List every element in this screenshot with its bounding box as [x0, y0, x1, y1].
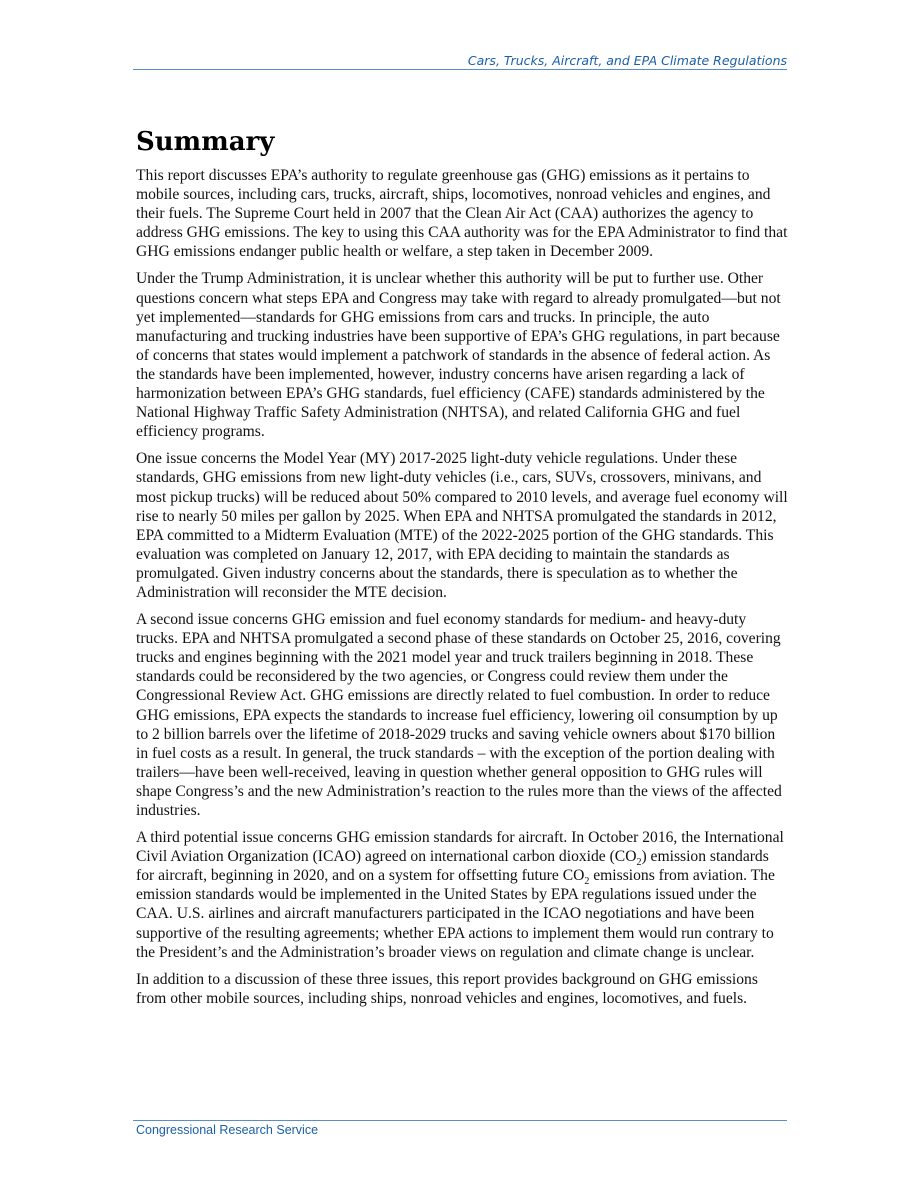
footer-rule: [133, 1120, 787, 1121]
main-content: [136, 124, 788, 1016]
paragraph-other-mobile-sources: In addition to a discussion of these three issues, this report provides background on GHG emissions from other mobile sources, including ships, nonroad vehicles and engines, locomotives, and fuels.: [136, 970, 758, 1007]
paragraph-heavy-duty-trucks: A second issue concerns GHG emission and fuel economy standards for medium- and heavy-duty trucks. EPA and NHTSA promulgated a second phase of these standards on October 25, 2016, covering trucks and engines beginning with the 2021 model year and truck trailers beginning in 2018. These standards could be reconsidered by the two agencies, or Congress could review them under the Congressional Review Act. GHG emissions are directly related to fuel combustion. In order to reduce GHG emissions, EPA expects the standards to increase fuel efficiency, lowering oil consumption by up to 2 billion barrels over the lifetime of 2018-2029 trucks and saving vehicle owners about $170 billion in fuel costs as a result. In general, the truck standards – with the exception of the portion dealing with trailers—have been well-received, leaving in question whether general opposition to GHG rules will shape Congress’s and the new Administration’s reaction to the rules more than the views of the affected industries.: [136, 611, 782, 819]
header-rule: [133, 69, 787, 70]
page-title: Summary: [136, 127, 275, 157]
running-header-title: Cars, Trucks, Aircraft, and EPA Climate Regulations: [467, 53, 787, 68]
paragraph-epa-authority: This report discusses EPA’s authority to regulate greenhouse gas (GHG) emissions as it pertains to mobile sources, including cars, trucks, aircraft, ships, locomotives, nonroad vehicles and engines, and their fuels. The Supreme Court held in 2007 that the Clean Air Act (CAA) authorizes the agency to address GHG emissions. The key to using this CAA authority was for the EPA Administrator to find that GHG emissions endanger public health or welfare, a step taken in December 2009.: [136, 167, 788, 261]
paragraph-trump-administration: Under the Trump Administration, it is unclear whether this authority will be put to further use. Other questions concern what steps EPA and Congress may take with regard to already promulgated—but not yet implemented—standards for GHG emissions from cars and trucks. In principle, the auto manufacturing and trucking industries have been supportive of EPA’s GHG regulations, in part because of concerns that states would implement a patchwork of standards in the absence of federal action. As the standards have been implemented, however, industry concerns have arisen regarding a lack of harmonization between EPA’s GHG standards, fuel efficiency (CAFE) standards administered by the National Highway Traffic Safety Administration (NHTSA), and related California GHG and fuel efficiency programs.: [136, 270, 781, 441]
paragraph-aircraft-standards: A third potential issue concerns GHG emission standards for aircraft. In October 2016, the International Civil Aviation Organization (ICAO) agreed on international carbon dioxide $(CO_2)$ emission standards for aircraft, beginning in 2020, and on a system for offsetting future $CO_2$ emissions from aviation. The emission standards would be implemented in the United States by EPA regulations issued under the CAA. U.S. airlines and aircraft manufacturers participated in the ICAO negotiations and have been supportive of the resulting agreements; whether EPA actions to implement them would run contrary to the President’s and the Administration’s broader views on regulation and climate change is unclear.: [136, 829, 784, 961]
paragraph-light-duty-vehicles: One issue concerns the Model Year (MY) 2017-2025 light-duty vehicle regulations. Under these standards, GHG emissions from new light-duty vehicles (i.e., cars, SUVs, crossovers, minivans, and most pickup trucks) will be reduced about 50% compared to 2010 levels, and average fuel economy will rise to nearly 50 miles per gallon by 2025. When EPA and NHTSA promulgated the standards in 2012, EPA committed to a Midterm Evaluation (MTE) of the 2022-2025 portion of the GHG standards. This evaluation was completed on January 12, 2017, with EPA deciding to maintain the standards as promulgated. Given industry concerns about the standards, there is speculation as to whether the Administration will reconsider the MTE decision.: [136, 450, 788, 601]
footer-source: Congressional Research Service: [136, 1123, 319, 1137]
